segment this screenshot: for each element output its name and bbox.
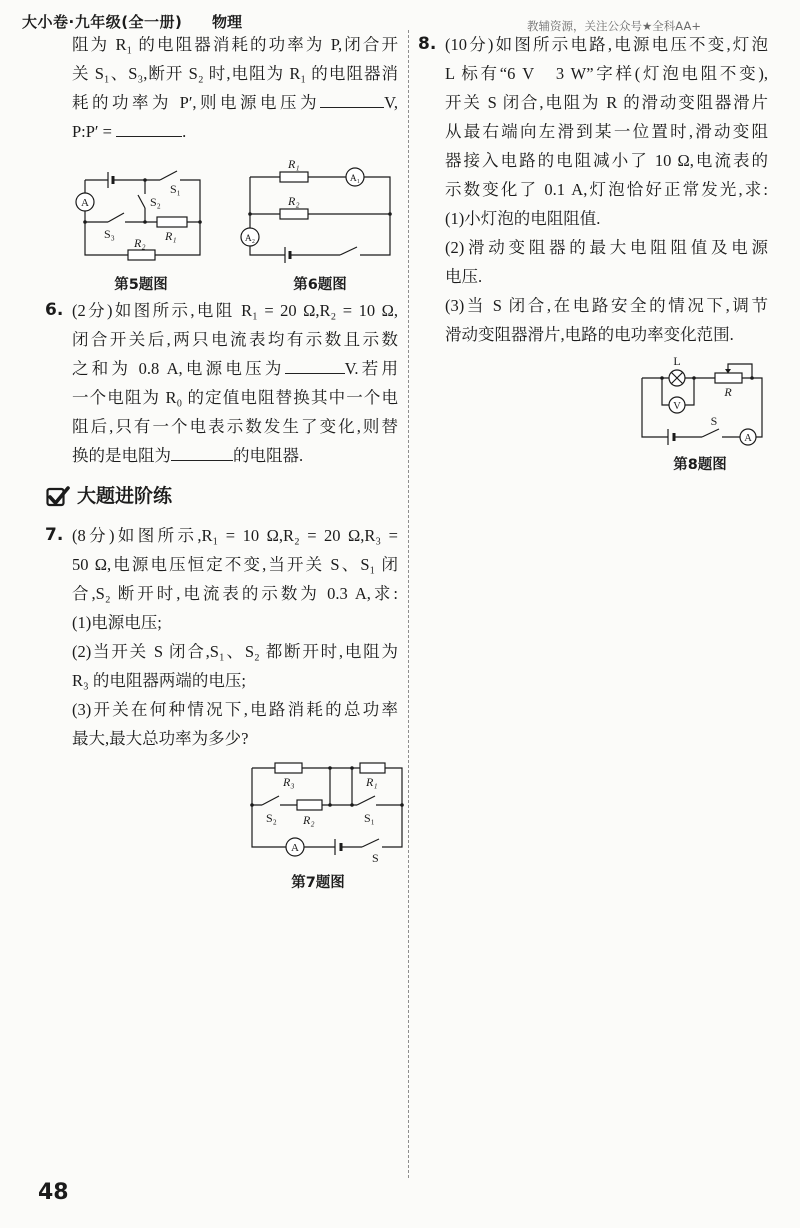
text-line: 合,S₂ 断开时,电流表的示数为 0.3 A,求: [72,584,398,603]
figure-7-caption: 第7题图 [291,875,345,891]
label-switch: S [710,414,718,428]
text-segment: 耗的功率为 P′,则电源电压为 [72,93,321,112]
ammeter-a2-label: A₂ [244,234,256,244]
text-segment: V, [384,93,398,112]
text-line: 阻为 R₁ 的电阻器消耗的功率为 P,闭合开 [72,35,398,54]
text-line: L 标有“6 V 3 W”字样(灯泡电阻不变), [445,64,768,83]
text-segment: P:P′ = [72,122,117,141]
column-divider [408,30,409,1178]
figure-6-circuit [240,155,400,265]
text-segment: 的电阻器. [233,446,304,465]
junction-dot [143,178,147,182]
answer-blank [116,121,182,137]
subject-label: 物理 [212,13,243,31]
checkbox-icon [46,485,70,509]
promo-text: 教辅资源，关注公众号★全科AA+ [527,19,701,33]
junction-dot [328,803,332,807]
q5-continuation [72,30,398,146]
answer-blank [285,358,345,374]
ammeter-a1-label: A₁ [349,174,361,184]
figure-8-caption: 第8题图 [673,457,727,473]
text-line [72,117,398,146]
label-lamp: L [673,354,681,368]
label-rheostat: R [724,385,732,399]
q6-text [72,296,398,470]
text-line: 一个电阻为 R₀ 的定值电阻替换其中一个电 [72,388,398,407]
junction-dot [248,212,252,216]
section-title: 大题进阶练 [77,485,173,507]
label-r2: R₂ [134,236,146,250]
junction-dot [143,220,147,224]
junction-dot [198,220,202,224]
switch-s1 [160,171,177,180]
resistor-r2 [280,209,308,219]
switch-s2 [138,195,145,208]
text-line: (2)当开关 S 闭合,S₁、S₂ 都断开时,电阻为 [72,642,398,661]
text-line: 最大,最大总功率为多少? [72,729,249,748]
q7-text [72,521,398,753]
label-s: S [372,851,379,865]
text-line [72,88,398,117]
switch-s [362,839,379,847]
label-s3: S₃ [104,227,115,241]
text-line: (1)小灯泡的电阻阻值. [445,209,601,228]
junction-dot [400,803,404,807]
resistor-r2 [128,250,155,260]
junction-dot [250,803,254,807]
resistor-r1 [360,763,385,773]
text-line: 阻后,只有一个电表示数发生了变化,则替 [72,417,398,436]
figure-5-caption: 第5题图 [114,277,168,293]
text-line: (2分)如图所示,电阻 R₁ = 20 Ω,R₂ = 10 Ω, [72,301,398,320]
resistor-r1 [157,217,187,227]
text-line: 开关 S 闭合,电阻为 R 的滑动变阻器滑片 [445,93,768,112]
text-line: 50 Ω,电源电压恒定不变,当开关 S、S₁ 闭 [72,555,398,574]
text-line: 闭合开关后,两只电流表均有示数且示数 [72,330,398,349]
question-number: 7. [45,525,64,545]
label-r3: R₃ [283,775,295,789]
text-line: 关 S₁、S₃,断开 S₂ 时,电阻为 R₁ 的电阻器消 [72,64,398,83]
wiring [642,378,762,437]
figure-7-circuit [245,755,410,867]
label-r1: R₁ [288,157,300,171]
text-line [72,441,398,470]
text-segment: V.若用 [344,359,398,378]
junction-dot [350,803,354,807]
text-segment: 换的是电阻为 [72,446,171,465]
rheostat [715,373,742,383]
text-line [72,354,398,383]
voltmeter-label: V [673,401,681,412]
junction-dot [350,766,354,770]
text-line: (8分)如图所示,R₁ = 10 Ω,R₂ = 20 Ω,R₃ = [72,526,398,545]
text-line: 从最右端向左滑到某一位置时,滑动变阻 [445,122,768,141]
switch-s2 [262,796,279,805]
ammeter-label: A [291,842,299,854]
label-s2: S₂ [150,195,161,209]
junction-dot [328,766,332,770]
junction-dot [83,220,87,224]
junction-dot [660,376,664,380]
page-number: 48 [38,1180,69,1205]
text-line: (3)当 S 闭合,在电路安全的情况下,调节 [445,296,768,315]
label-r2: R₂ [303,813,315,827]
answer-blank [171,445,233,461]
text-line: (2)滑动变阻器的最大电阻阻值及电源 [445,238,768,257]
text-line: 滑动变阻器滑片,电路的电功率变化范围. [445,325,734,344]
text-line: (3)开关在何种情况下,电路消耗的总功率 [72,700,398,719]
answer-blank [320,92,384,108]
switch-s1 [357,796,375,805]
figure-8-circuit [630,350,770,450]
label-s2: S₂ [266,811,277,825]
label-r1: R₁ [165,229,177,243]
text-line: (1)电源电压; [72,613,162,632]
resistor-r3 [275,763,302,773]
ammeter-label: A [81,197,89,209]
wiring [252,768,402,847]
label-r2: R₂ [288,194,300,208]
figure-6-caption: 第6题图 [293,277,347,293]
question-number: 8. [418,34,437,54]
text-line: 器接入电路的电阻减小了 10 Ω,电流表的 [445,151,768,170]
book-title: 大小卷·九年级(全一册) [22,13,183,31]
wiring [250,177,390,255]
text-line: 示数变化了 0.1 A,灯泡恰好正常发光,求: [445,180,768,199]
text-line: 电压. [445,267,483,286]
label-r1: R₁ [366,775,378,789]
question-number: 6. [45,300,64,320]
switch [702,429,719,437]
label-s1: S₁ [170,182,181,196]
resistor-r2 [297,800,322,810]
resistor-r1 [280,172,308,182]
junction-dot [750,376,754,380]
text-line: (10分)如图所示电路,电源电压不变,灯泡 [445,35,768,54]
text-line: R₃ 的电阻器两端的电压; [72,671,246,690]
text-segment: 之和为 0.8 A,电源电压为 [72,359,285,378]
figure-5-circuit [70,158,215,273]
junction-dot [692,376,696,380]
switch-s3 [108,213,124,222]
junction-dot [388,212,392,216]
label-s1: S₁ [364,811,375,825]
switch [340,247,357,255]
ammeter-label: A [744,433,752,444]
q8-text [445,30,768,349]
text-segment: . [182,122,187,141]
